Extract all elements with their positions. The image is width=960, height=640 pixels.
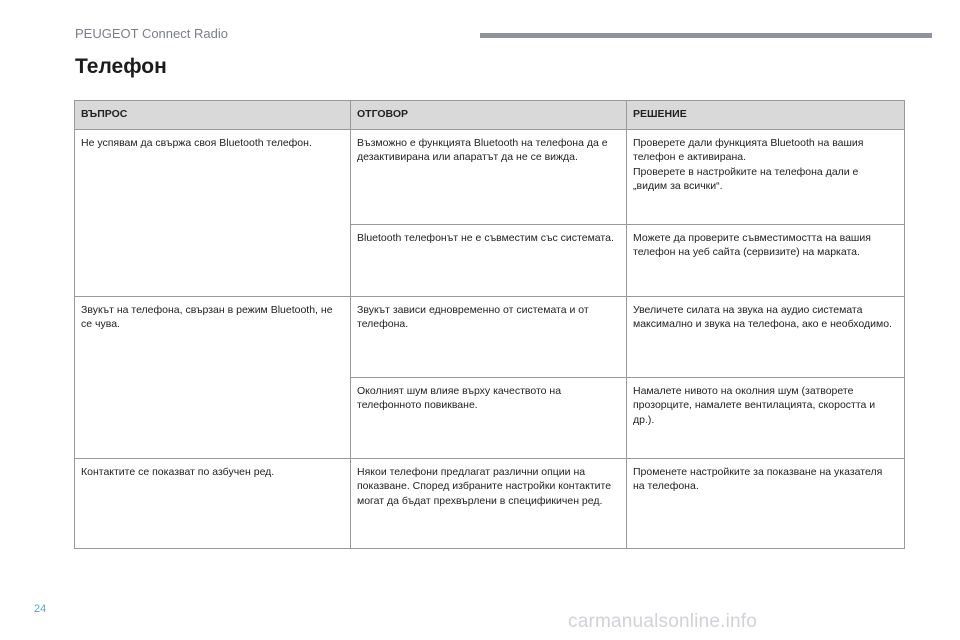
answer-line: телефонното повикване. [357, 399, 478, 412]
solution-cell [627, 378, 905, 459]
solution-line: Можете да проверите съвместимостта на вашия [633, 232, 871, 244]
answer-line: Bluetooth телефонът не е съвместим със системата. [357, 232, 614, 244]
answer-line: Околният шум влияе върху качеството на [357, 385, 562, 397]
column-header-answer: ОТГОВОР [351, 101, 627, 130]
solution-line: Намалете нивото на околния шум (затворете [633, 385, 854, 397]
answer-cell [351, 130, 627, 225]
troubleshooting-table [74, 100, 905, 549]
solution-line: телефон е активирана. [633, 151, 747, 164]
solution-line: Проверете дали функцията Bluetooth на вашия [633, 137, 864, 149]
solution-line: др.). [633, 413, 655, 426]
watermark: carmanualsonline.info [568, 611, 758, 632]
manual-header-title: PEUGEOT Connect Radio [75, 26, 228, 41]
answer-line: показване. Според избраните настройки контактите [357, 480, 612, 493]
solution-line: „видим за всички“. [633, 180, 723, 193]
question-cell: Не успявам да свържа своя Bluetooth телефон. [75, 130, 351, 297]
column-header-solution: РЕШЕНИЕ [627, 101, 905, 130]
solution-line: Увеличете силата на звука на аудио системата [633, 304, 863, 316]
solution-cell [627, 130, 905, 225]
answer-line: могат да бъдат прехвърлени в спецификичен ред. [357, 494, 603, 507]
answer-cell [351, 459, 627, 549]
question-cell: Звукът на телефона, свързан в режим Bluetooth, не се чува. [75, 297, 351, 459]
header-rule [480, 33, 932, 38]
table-row [75, 297, 905, 378]
page-number: 24 [34, 603, 47, 615]
solution-line: максимално и звука на телефона, ако е необходимо. [633, 318, 892, 331]
solution-cell [627, 225, 905, 297]
question-cell: Контактите се показват по азбучен ред. [75, 459, 351, 549]
solution-line: Променете настройките за показване на указателя [633, 466, 883, 478]
answer-line: телефона. [357, 318, 409, 331]
answer-line: дезактивирана или апаратът да не се вижда. [357, 151, 578, 164]
answer-cell [351, 297, 627, 378]
solution-cell [627, 297, 905, 378]
answer-line: Възможно е функцията Bluetooth на телефона да е [357, 137, 608, 149]
table-row [75, 459, 905, 549]
answer-line: Някои телефони предлагат различни опции на [357, 466, 586, 478]
column-header-question: ВЪПРОС [75, 101, 351, 130]
solution-line: на телефона. [633, 480, 699, 493]
solution-line: Проверете в настройките на телефона дали е [633, 165, 859, 178]
solution-line: прозорците, намалете вентилацията, скоростта и [633, 399, 876, 412]
solution-line: телефон на уеб сайта (сервизите) на марката. [633, 246, 860, 259]
table-header-row [75, 101, 905, 130]
answer-cell [351, 225, 627, 297]
page-title: Телефон [75, 55, 167, 78]
answer-line: Звукът зависи едновременно от системата и от [357, 304, 589, 316]
table-row [75, 130, 905, 225]
solution-cell [627, 459, 905, 549]
answer-cell [351, 378, 627, 459]
